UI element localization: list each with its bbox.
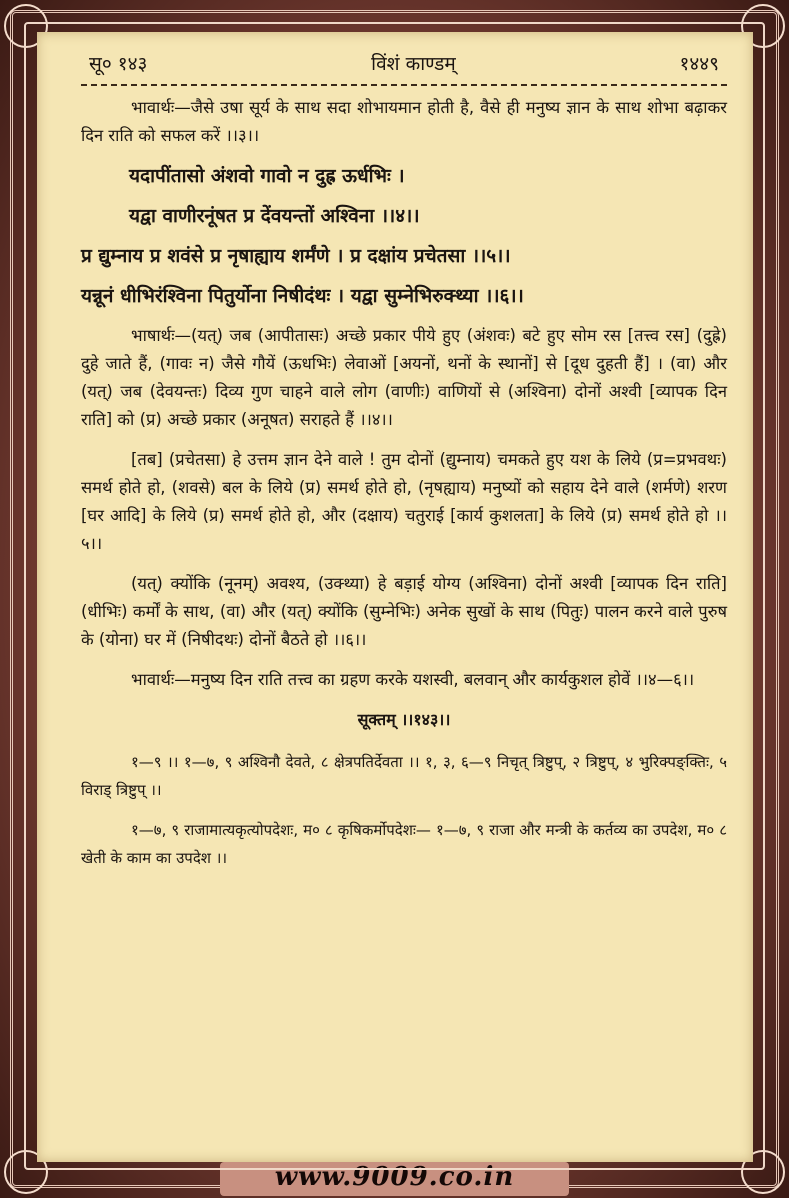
book-page [37,32,753,1162]
kanda-title: विंशं काण्डम् [371,53,456,75]
anukramani-text: १—९ ।। १—७, ९ अश्विनौ देवते, ८ क्षेत्रपतिर्देवता ।। १, ३, ६—९ निचृत् त्रिष्टुप्, २ त्रिष्टुप्, ४ भुरिक्पङ्क्तिः, ५ विराड् त्रिष्टुप् ।। [81,753,727,799]
header-divider [81,84,727,86]
corner-ornament [741,4,785,48]
bhashartha-paragraph: भाषार्थः—(यत्) जब (आपीतासः) अच्छे प्रकार पीये हुए (अंशवः) बटे हुए सोम रस [तत्त्व रस] (दुह्रे) दुहे जाते हैं, (गावः न) जैसे गौयें (ऊधभिः) लेवाओं [अयनों, थनों के स्थानों] से [दूध दुहती हैं] । (वा) और (यत्) जब (देवयन्तः) दिव्य गुण चाहने वाले लोग (वाणीः) वाणियों से (अश्विना) दोनों अश्वी [व्यापक दिन राति] को (प्र) अच्छे प्रकार (अनूषत) सराहते हैं ।।४।। [81,326,727,429]
bhavartha-paragraph: भावार्थः—मनुष्य दिन राति तत्त्व का ग्रहण करके यशस्वी, बलवान् और कार्यकुशल होवें ।।४—६।। [131,670,695,689]
sukta-heading: सूक्तम् ।।१४३।। [357,710,451,729]
page-number: १४४९ [679,53,719,75]
site-url: www.9009.co.in [274,1162,515,1192]
bhashartha-paragraph: [तब] (प्रचेतसा) हे उत्तम ज्ञान देने वाले ! तुम दोनों (द्युम्नाय) चमकते हुए यश के लिये (प्र=प्रभवथः) समर्थ होते हो, (शवसे) बल के लिये (प्र) समर्थ होते हो, (नृषह्याय) मनुष्यों को सहाय देने वाले (शर्मणे) शरण [घर आदि] के लिये (प्र) समर्थ होते हो, और (दक्षाय) चतुराई [कार्य कुशलता] के लिये (प्र) समर्थ होते हो ।।५।। [81,450,727,553]
page-header [81,50,727,80]
mantra-line: यद्वा वाणीरनूंषत प्र देंवयन्तों अश्विना ।।४।। [129,205,420,227]
mantra-line: प्र द्युम्नाय प्र शवंसे प्र नृषाह्याय शर्मंणे । प्र दक्षांय प्रचेतसा ।।५।। [81,245,511,267]
upadesha-text: १—७, ९ राजामात्यकृत्योपदेशः, म० ८ कृषिकर्मोपदेशः— १—७, ९ राजा और मन्त्री के कर्तव्य का उपदेश, म० ८ खेती के काम का उपदेश ।। [81,821,727,867]
bhashartha-paragraph: (यत्) क्योंकि (नूनम्) अवश्य, (उक्थ्या) हे बड़ाई योग्य (अश्विना) दोनों अश्वी [व्यापक दिन राति] (धीभिः) कर्मों के साथ, (वा) और (यत्) क्योंकि (सुम्नेभिः) अनेक सुखों के साथ (पितुः) पालन करने वाले पुरुष के (योना) घर में (निषीदथः) दोनों बैठते हो ।।६।। [81,574,727,649]
sukta-number: सू० १४३ [89,53,148,75]
bhavartha-paragraph: भावार्थः—जैसे उषा सूर्य के साथ सदा शोभायमान होती है, वैसे ही मनुष्य ज्ञान के साथ शोभा बढ़ाकर दिन राति को सफल करें ।।३।। [81,98,727,145]
corner-ornament [4,4,48,48]
mantra-line: यदापींतासो अंशवो गावो न दुह्र ऊर्धभिः । [129,165,405,187]
mantra-line: यन्नूनं धीभिरंश्विना पितुर्योना निषीदंथः । यद्वा सुम्नेभिरुक्थ्या ।।६।। [81,285,524,307]
